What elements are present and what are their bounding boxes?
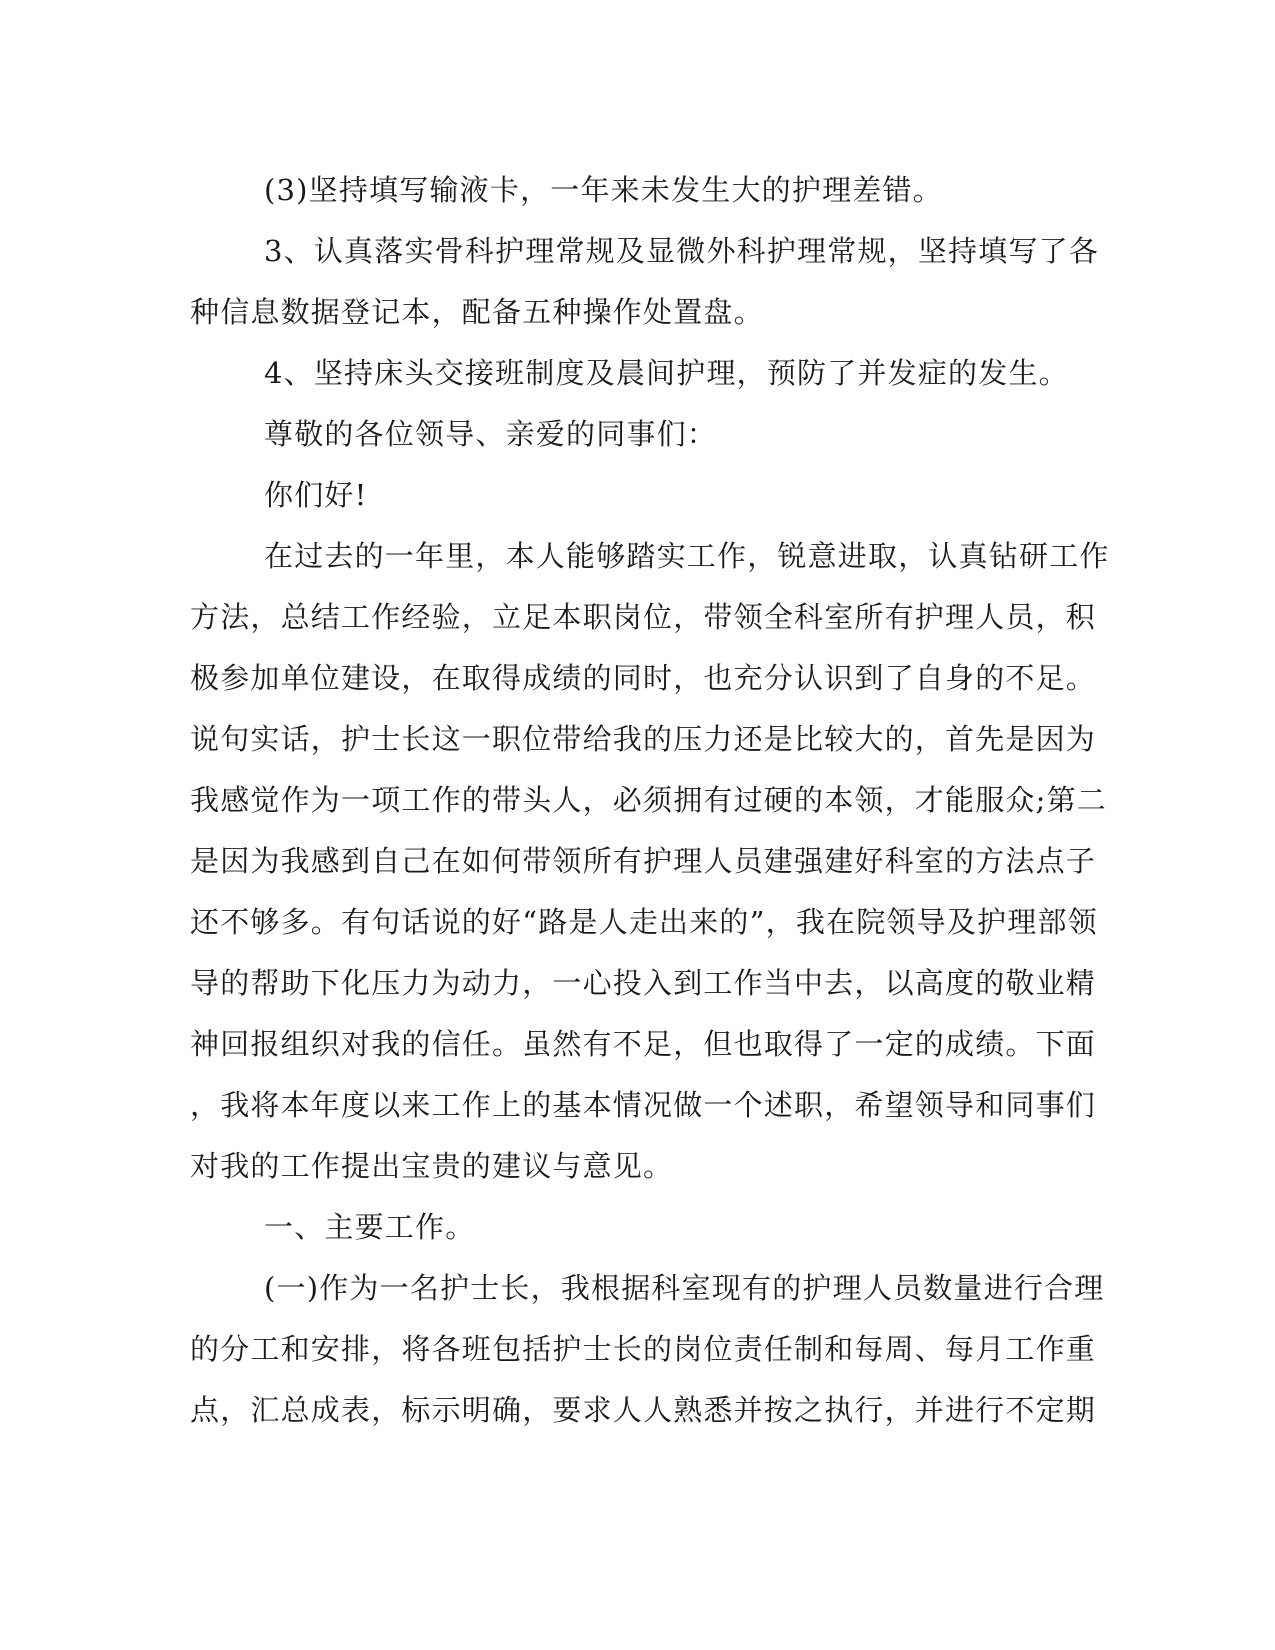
text-line: ，我将本年度以来工作上的基本情况做一个述职，希望领导和同事们 (190, 1088, 1097, 1122)
section-heading-main-work (190, 1197, 1070, 1258)
text-line: (3)坚持填写输液卡，一年来未发生大的护理差错。 (264, 173, 943, 207)
text-line: 种信息数据登记本，配备五种操作处置盘。 (190, 295, 764, 329)
paragraph-salutation (190, 404, 1070, 465)
text-line: 3、认真落实骨科护理常规及显微外科护理常规，坚持填写了各 (264, 234, 1100, 268)
text-line: 我感觉作为一项工作的带头人，必须拥有过硬的本领，才能服众;第二 (190, 783, 1107, 817)
text-line: 方法，总结工作经验，立足本职岗位，带领全科室所有护理人员，积 (190, 600, 1097, 634)
paragraph-orthopedic-routine (190, 221, 1100, 343)
text-line: 的分工和安排，将各班包括护士长的岗位责任制和每周、每月工作重 (190, 1332, 1097, 1366)
text-line: 还不够多。有句话说的好“路是人走出来的”，我在院领导及护理部领 (190, 905, 1098, 939)
text-line: 是因为我感到自己在如何带领所有护理人员建强建好科室的方法点子 (190, 844, 1097, 878)
text-line: (一)作为一名护士长，我根据科室现有的护理人员数量进行合理 (264, 1271, 1105, 1305)
document-body (190, 160, 1110, 1441)
text-line: 点，汇总成表，标示明确，要求人人熟悉并按之执行，并进行不定期 (190, 1393, 1097, 1427)
paragraph-division-of-labor (190, 1258, 1105, 1441)
text-line: 极参加单位建设，在取得成绩的同时，也充分认识到了自身的不足。 (190, 661, 1097, 695)
text-line: 一、主要工作。 (264, 1210, 476, 1244)
paragraph-infusion-card (190, 160, 1070, 221)
text-line: 你们好! (264, 478, 368, 512)
text-line: 尊敬的各位领导、亲爱的同事们： (264, 417, 718, 451)
paragraph-past-year-review (190, 526, 1110, 1197)
paragraph-greeting (190, 465, 1070, 526)
text-line: 说句实话，护士长这一职位带给我的压力还是比较大的，首先是因为 (190, 722, 1097, 756)
text-line: 在过去的一年里，本人能够踏实工作，锐意进取，认真钻研工作 (264, 539, 1110, 573)
text-line: 4、坚持床头交接班制度及晨间护理，预防了并发症的发生。 (264, 356, 1069, 390)
text-line: 神回报组织对我的信任。虽然有不足，但也取得了一定的成绩。下面 (190, 1027, 1097, 1061)
text-line: 导的帮助下化压力为动力，一心投入到工作当中去，以高度的敬业精 (190, 966, 1097, 1000)
paragraph-shift-handover (190, 343, 1070, 404)
text-line: 对我的工作提出宝贵的建议与意见。 (190, 1149, 674, 1183)
